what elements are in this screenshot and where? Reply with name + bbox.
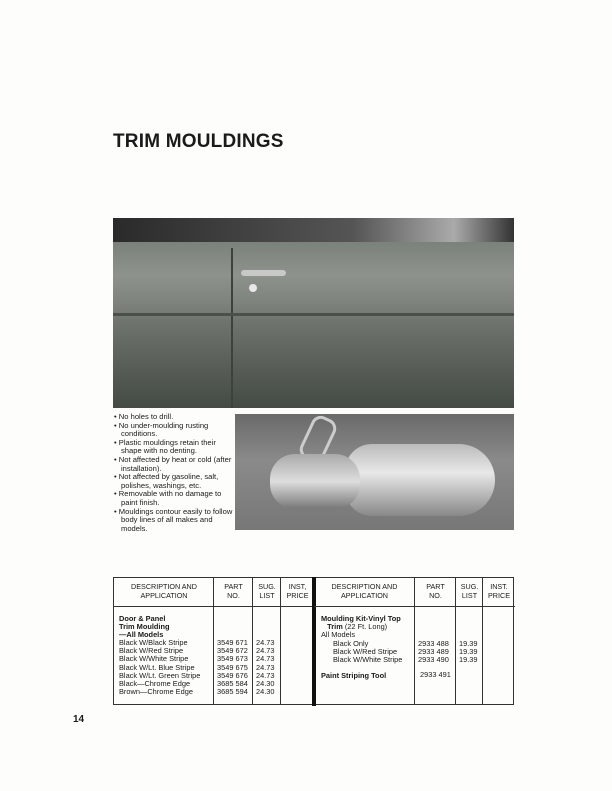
table-cell-desc: Black W/Lt. Green Stripe bbox=[119, 670, 201, 680]
group-title: Moulding Kit-Vinyl Top Trim (22 Ft. Long) All Models bbox=[321, 614, 401, 640]
table-cell-list: 24.73 bbox=[256, 638, 275, 647]
table-cell-list: 19.39 bbox=[459, 646, 478, 656]
table-cell-list: 19.39 bbox=[459, 638, 478, 648]
table-cell-part: 3549 673 bbox=[217, 654, 248, 664]
table-cell-desc: Black W/Red Stripe bbox=[119, 646, 184, 656]
table-cell-list: 24.30 bbox=[256, 687, 275, 697]
table-cell-list: 24.73 bbox=[256, 662, 275, 672]
table-cell-desc: Black W/Black Stripe bbox=[119, 638, 188, 647]
table-cell-desc: Brown—Chrome Edge bbox=[119, 687, 193, 697]
table-cell-list: 24.73 bbox=[256, 670, 275, 680]
header-description: DESCRIPTION AND APPLICATION bbox=[331, 582, 398, 600]
tool-canister bbox=[345, 444, 495, 516]
tool-part: 2933 491 bbox=[420, 670, 451, 679]
table-header bbox=[314, 578, 515, 607]
tool-desc: Paint Striping Tool bbox=[321, 671, 387, 680]
table-cell-part: 3685 584 bbox=[217, 679, 248, 688]
header-inst: INST. PRICE bbox=[488, 582, 510, 600]
feature-item: • Removable with no damage to paint finish. bbox=[114, 490, 234, 507]
parts-table-left bbox=[114, 578, 314, 704]
striping-tool-photo bbox=[235, 414, 514, 530]
table-cell-part: 2933 489 bbox=[418, 646, 449, 656]
header-part: PART NO. bbox=[426, 582, 445, 600]
door-handle bbox=[241, 270, 286, 276]
table-cell-desc: Black Only bbox=[333, 638, 369, 648]
table-cell-part: 3549 675 bbox=[217, 662, 248, 672]
table-cell-part: 2933 488 bbox=[418, 638, 449, 648]
trim-moulding-line bbox=[113, 313, 514, 316]
group-title: Door & Panel Trim Moulding —All Models bbox=[119, 614, 170, 640]
header-list: SUG. LIST bbox=[258, 582, 276, 600]
feature-item: • Not affected by heat or cold (after installation). bbox=[114, 456, 234, 473]
feature-item: • Mouldings contour easily to follow body lines of all makes and models. bbox=[114, 508, 234, 534]
table-cell-desc: Black W/Lt. Blue Stripe bbox=[119, 662, 195, 672]
table-cell-list: 24.73 bbox=[256, 646, 275, 656]
tool-head bbox=[270, 454, 360, 509]
feature-item: • Plastic mouldings retain their shape with no denting. bbox=[114, 439, 234, 456]
header-list: SUG. LIST bbox=[460, 582, 479, 600]
table-cell-part: 3549 676 bbox=[217, 670, 248, 680]
page-title: TRIM MOULDINGS bbox=[113, 131, 284, 152]
feature-item: • No under-moulding rusting conditions. bbox=[114, 422, 234, 439]
header-inst: INST, PRICE bbox=[286, 582, 309, 600]
feature-item: • Not affected by gasoline, salt, polishes, washings, etc. bbox=[114, 473, 234, 490]
table-cell-part: 3549 672 bbox=[217, 646, 248, 656]
table-cell-part: 3685 594 bbox=[217, 687, 248, 697]
page-number: 14 bbox=[73, 714, 85, 725]
table-cell-desc: Black W/White Stripe bbox=[333, 654, 403, 664]
table-cell-desc: Black W/White Stripe bbox=[119, 654, 189, 664]
table-cell-desc: Black—Chrome Edge bbox=[119, 679, 191, 688]
table-cell-list: 19.39 bbox=[459, 654, 478, 664]
table-cell-part: 3549 671 bbox=[217, 638, 248, 647]
door-lock bbox=[249, 284, 257, 292]
table-header bbox=[114, 578, 314, 607]
parts-table-right bbox=[314, 578, 515, 704]
car-door-photo bbox=[113, 218, 514, 408]
car-window bbox=[113, 218, 514, 242]
header-part: PART NO. bbox=[224, 582, 243, 600]
table-cell-list: 24.73 bbox=[256, 654, 275, 664]
table-cell-desc: Black W/Red Stripe bbox=[333, 646, 398, 656]
table-cell-part: 2933 490 bbox=[418, 654, 449, 664]
feature-list bbox=[114, 413, 234, 533]
header-description: DESCRIPTION AND APPLICATION bbox=[131, 582, 197, 600]
feature-item: • No holes to drill. bbox=[114, 413, 234, 422]
parts-table bbox=[113, 577, 514, 705]
table-cell-list: 24.30 bbox=[256, 679, 275, 688]
